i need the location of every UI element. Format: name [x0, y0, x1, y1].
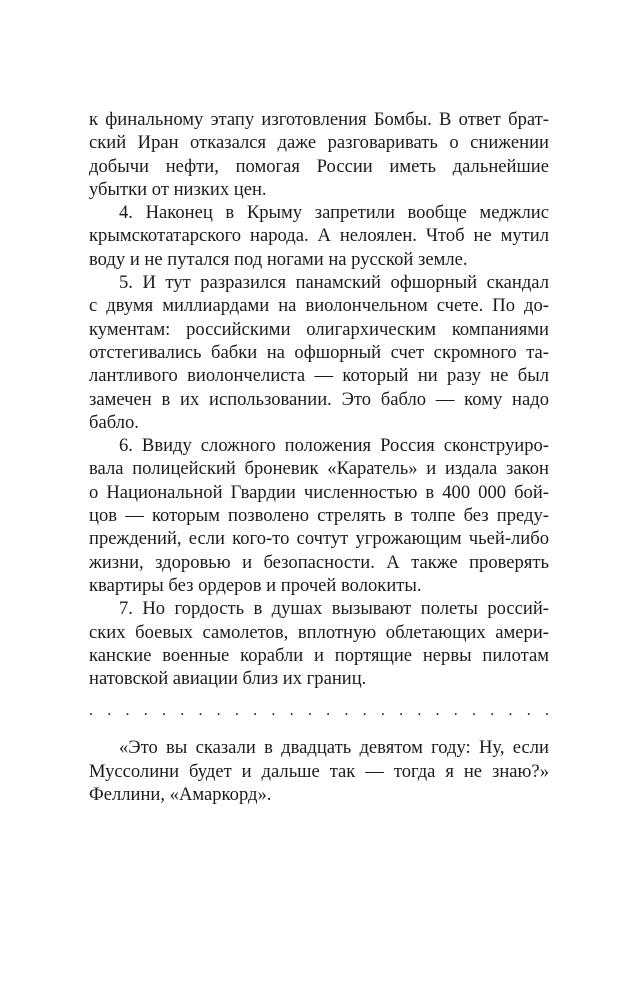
dotted-separator: . . . . . . . . . . . . . . . . . . . . . . . . . .: [89, 702, 549, 720]
text-line: к финальному этапу изготовления Бомбы. В ответ брат-: [89, 109, 549, 130]
text-line: преждений, если кого-то сочтут угрожающим чьей-либо: [89, 528, 549, 550]
text-line: 5. И тут разразился панамский офшорный скандал: [119, 272, 549, 294]
paragraph-item-4: [89, 201, 549, 271]
text-line: квартиры без ордеров и прочей волокиты.: [89, 574, 422, 596]
text-line: 4. Наконец в Крыму запретили вообще меджлис: [119, 202, 549, 224]
paragraph-item-6: [89, 434, 549, 597]
text-line: замечен в их использовании. Это бабло — кому надо: [89, 388, 549, 410]
quote-attribution: Феллини, «Амаркорд».: [89, 784, 272, 806]
text-line: вала полицейский броневик «Каратель» и издала закон: [89, 458, 549, 480]
paragraph-1: [89, 108, 549, 201]
text-line: лантливого виолончелиста — который ни разу не был: [89, 365, 549, 387]
text-line: убытки от низких цен.: [89, 178, 267, 200]
text-line: канские военные корабли и портящие нервы пилотам: [89, 644, 549, 666]
page-text: [89, 108, 549, 806]
text-line: отстегивались бабки на офшорный счет скромного та-: [89, 341, 549, 363]
text-line: о Национальной Гвардии численностью в 400 000 бой-: [89, 481, 549, 503]
text-line: 7. Но гордость в душах вызывают полеты россий-: [119, 598, 549, 620]
quote-block: [89, 736, 549, 806]
quote-line: «Это вы сказали в двадцать девятом году: Ну, если: [119, 737, 549, 759]
text-line: жизни, здоровью и безопасности. А также проверять: [89, 551, 549, 573]
paragraph-item-7: [89, 597, 549, 690]
paragraph-item-5: [89, 271, 549, 434]
text-line: добычи нефти, помогая России иметь дальнейшие: [89, 155, 549, 177]
text-line: цов — которым позволено стрелять в толпе без преду-: [89, 505, 549, 527]
text-line: 6. Ввиду сложного положения Россия сконструиро-: [119, 435, 549, 457]
text-line: ских боевых самолетов, вплотную облетающих амери-: [89, 621, 549, 643]
text-line: кументам: российскими олигархическим компаниями: [89, 318, 549, 340]
text-line: бабло.: [89, 411, 139, 433]
quote-line: Муссолини будет и дальше так — тогда я не знаю?»: [89, 760, 549, 782]
text-line: крымскотатарского народа. А нелоялен. Чтоб не мутил: [89, 225, 549, 247]
text-line: ский Иран отказался даже разговаривать о снижении: [89, 132, 549, 154]
text-line: натовской авиации близ их границ.: [89, 668, 367, 690]
text-line: с двумя миллиардами на виолончельном счете. По до-: [89, 295, 549, 317]
text-line: воду и не путался под ногами на русской земле.: [89, 248, 468, 270]
